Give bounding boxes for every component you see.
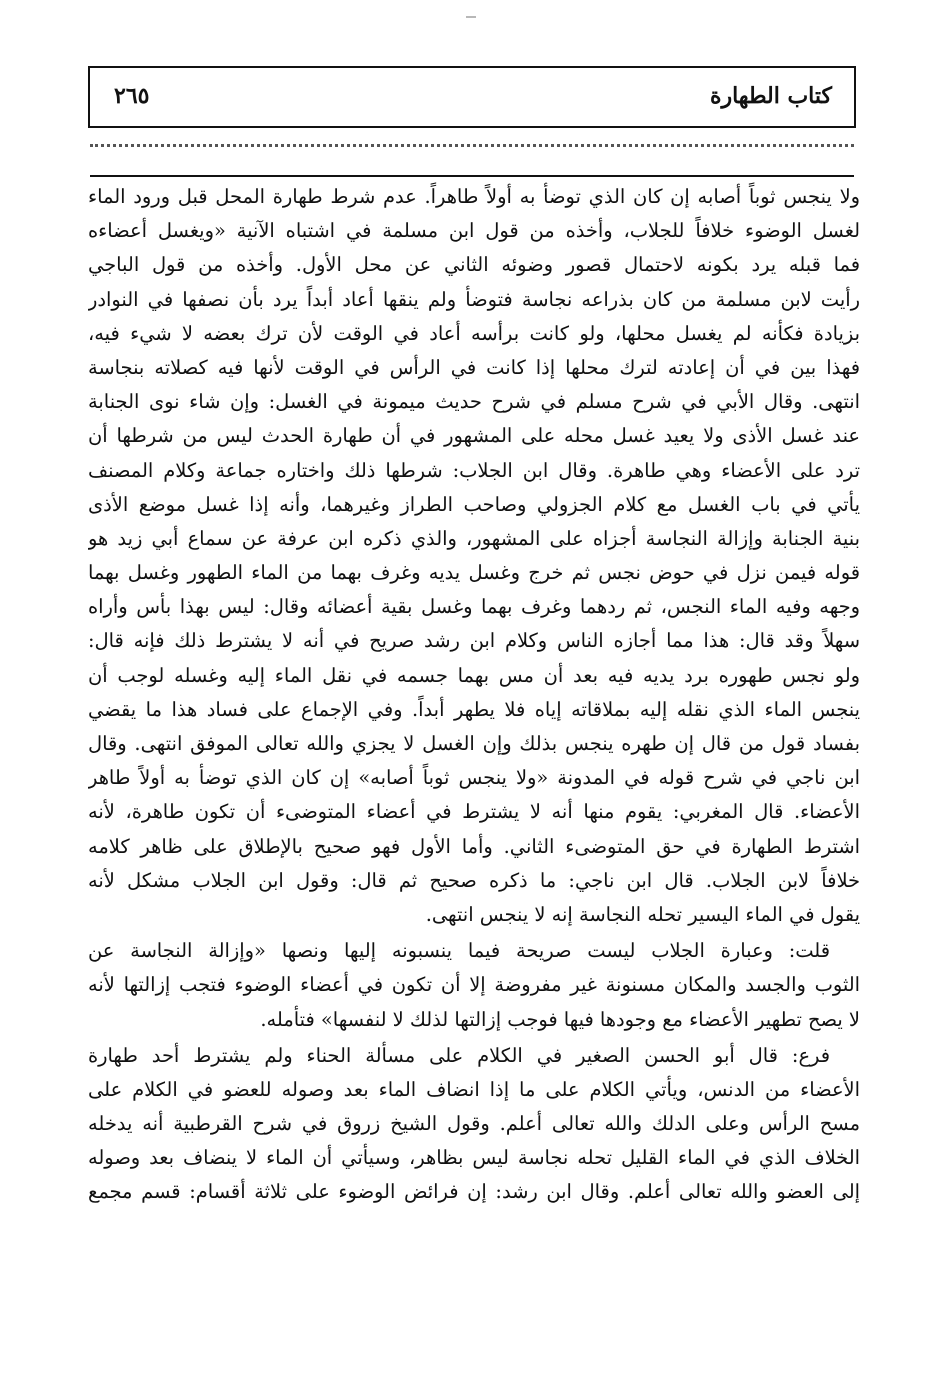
text-line: انتهى. وقال الأبي في شرح مسلم في شرح حديث ميمونة في الغسل: وإن شاء نوى الجنابة xyxy=(88,390,860,414)
text-line: خلافاً لابن الجلاب. قال ابن ناجي: ما ذكره صحيح ثم قال: وقول ابن الجلاب مشكل لأنه xyxy=(88,868,860,892)
paragraph-qultu xyxy=(88,934,860,1037)
text-line: ولو نجس طهوره برد يديه فيه بعد أن مس بهما جسمه في نقل الماء إليه وغسله لوجب أن xyxy=(88,663,860,687)
text-line: لغسل الوضوء خلافاً للجلاب، وأخذه من قول ابن مسلمة في اشتباه الآنية «ويغسل أعضاءه xyxy=(88,219,860,243)
text-line: ينجس الماء الذي نقله إليه بملاقاته إياه فلا يطهر أبداً. وفي الإجماع على فساد هذا ما يقضي xyxy=(88,697,860,721)
text-line: يأتي في باب الغسل مع كلام الجزولي وصاحب الطراز وغيرهما، وأنه إذا غسل موضع الأذى xyxy=(88,492,860,516)
text-line: لا يصح تطهير الأعضاء مع وجودها فيها فوجب إزالتها لذلك لا لنفسها» فتأمله. xyxy=(260,1007,860,1031)
text-line: بنية الجنابة وإزالة النجاسة أجزاه على المشهور، والذي ذكره ابن عرفة عن سماع أبي زيد هو xyxy=(88,526,860,550)
dotted-divider xyxy=(90,144,854,147)
page-header xyxy=(88,66,856,128)
text-line: الأعضاء. قال المغربي: يقوم منها أنه لا يشترط في أعضاء المتوضىء أن تكون طاهرة، لأنه xyxy=(88,800,860,824)
text-line: ولا ينجس ثوباً أصابه إن كان الذي توضأ به أولاً طاهراً. عدم شرط طهارة المحل قبل ورود الماء xyxy=(88,185,860,208)
text-line: الأعضاء من الدنس، ويأتي الكلام على ما إذا انضاف الماء بعد وصوله للعضو في الكلام على xyxy=(88,1077,860,1101)
text-line: وجهه وفيه الماء النجس، ثم ردهما وغرف بهما وغسل بقية أعضائه وقال: ليس بهذا بأس وأراه xyxy=(88,595,860,619)
text-line: قلت: وعبارة الجلاب ليست صريحة فيما ينسبونه إليها ونصها «وإزالة النجاسة عن xyxy=(88,939,830,963)
paragraph-main xyxy=(88,180,860,932)
text-line: عند غسل الأذى ولا يعيد غسل محله على المشهور في أن طهارة الحدث ليس من شرطها أن xyxy=(88,424,860,448)
text-line: اشترط الطهارة في حق المتوضىء الثاني. وأما الأول فهو صحيح بالإطلاق على ظاهر كلامه xyxy=(88,834,860,858)
text-line: يقول في الماء اليسير تحله النجاسة إنه لا ينجس انتهى. xyxy=(425,902,860,926)
text-line: قوله فيمن نزل في حوض نجس ثم خرج وغسل يديه وغرف بهما من الماء الطهور وغسل بهما xyxy=(88,561,860,585)
text-line: إلى العضو والله تعالى أعلم. وقال ابن رشد: إن فرائض الوضوء على ثلاثة أقسام: قسم مجمع xyxy=(88,1180,860,1204)
paragraph-far xyxy=(88,1039,860,1210)
text-line: بزيادة فكأنه لم يغسل محلها، ولو كانت برأسه أعاد في الوقت لأن ترك بعضه لا شيء فيه، xyxy=(88,321,860,345)
chapter-title: كتاب الطهارة xyxy=(709,83,832,109)
scan-mark xyxy=(466,16,476,18)
text-line: الخلاف الذي في الماء القليل تحله نجاسة ليس بظاهر، وسيأتي أن الماء لا ينضاف بعد وصوله xyxy=(88,1146,860,1170)
text-line: ابن ناجي في شرح قوله في المدونة «ولا ينجس ثوباً أصابه» إن كان الذي توضأ به أولاً طاهر xyxy=(88,766,860,790)
page-number: ٢٦٥ xyxy=(114,83,150,109)
text-line: بفساد قول من قال إن طهره ينجس بذلك وإن الغسل لا يجزي والله تعالى الموفق انتهى. وقال xyxy=(88,732,860,755)
text-line: الثوب والجسد والمكان مسنونة غير مفروضة إلا أن تكون في أعضاء الوضوء فتجب إزالتها لأنه xyxy=(88,973,860,997)
text-line: ترد على الأعضاء وهي طاهرة. وقال ابن الجلاب: شرطها ذلك واختاره جماعة وكلام المصنف xyxy=(88,458,860,482)
text-line: رأيت لابن مسلمة من كان بذراعه نجاسة فتوضأ ولم ينقها أعاد أبداً يرد بأن نصفها في النوادر xyxy=(88,287,860,311)
body-text xyxy=(88,180,860,1210)
text-line: فما قبله يرد بكونه لاحتمال قصور وضوئه الثاني عن محل الأول. وأخذه من قول الباجي xyxy=(88,253,860,277)
header-divider xyxy=(90,175,854,177)
text-line: فرع: قال أبو الحسن الصغير في الكلام على مسألة الحناء ولم يشترط أحد طهارة xyxy=(88,1043,830,1067)
text-line: مسح الرأس وعلى الدلك والله تعالى أعلم. وقول الشيخ زروق في شرح القرطبية أنه يدخله xyxy=(88,1112,860,1136)
text-line: فهذا بين في أن إعادته لترك محلها إذا كانت في الرأس في الوقت لأنها فيه كصلاته بنجاسة xyxy=(88,355,860,379)
text-line: سهلاً وقد قال: هذا مما أجازه الناس وكلام ابن رشد صريح في أنه لا يشترط ذلك فإنه قال: xyxy=(88,629,860,653)
